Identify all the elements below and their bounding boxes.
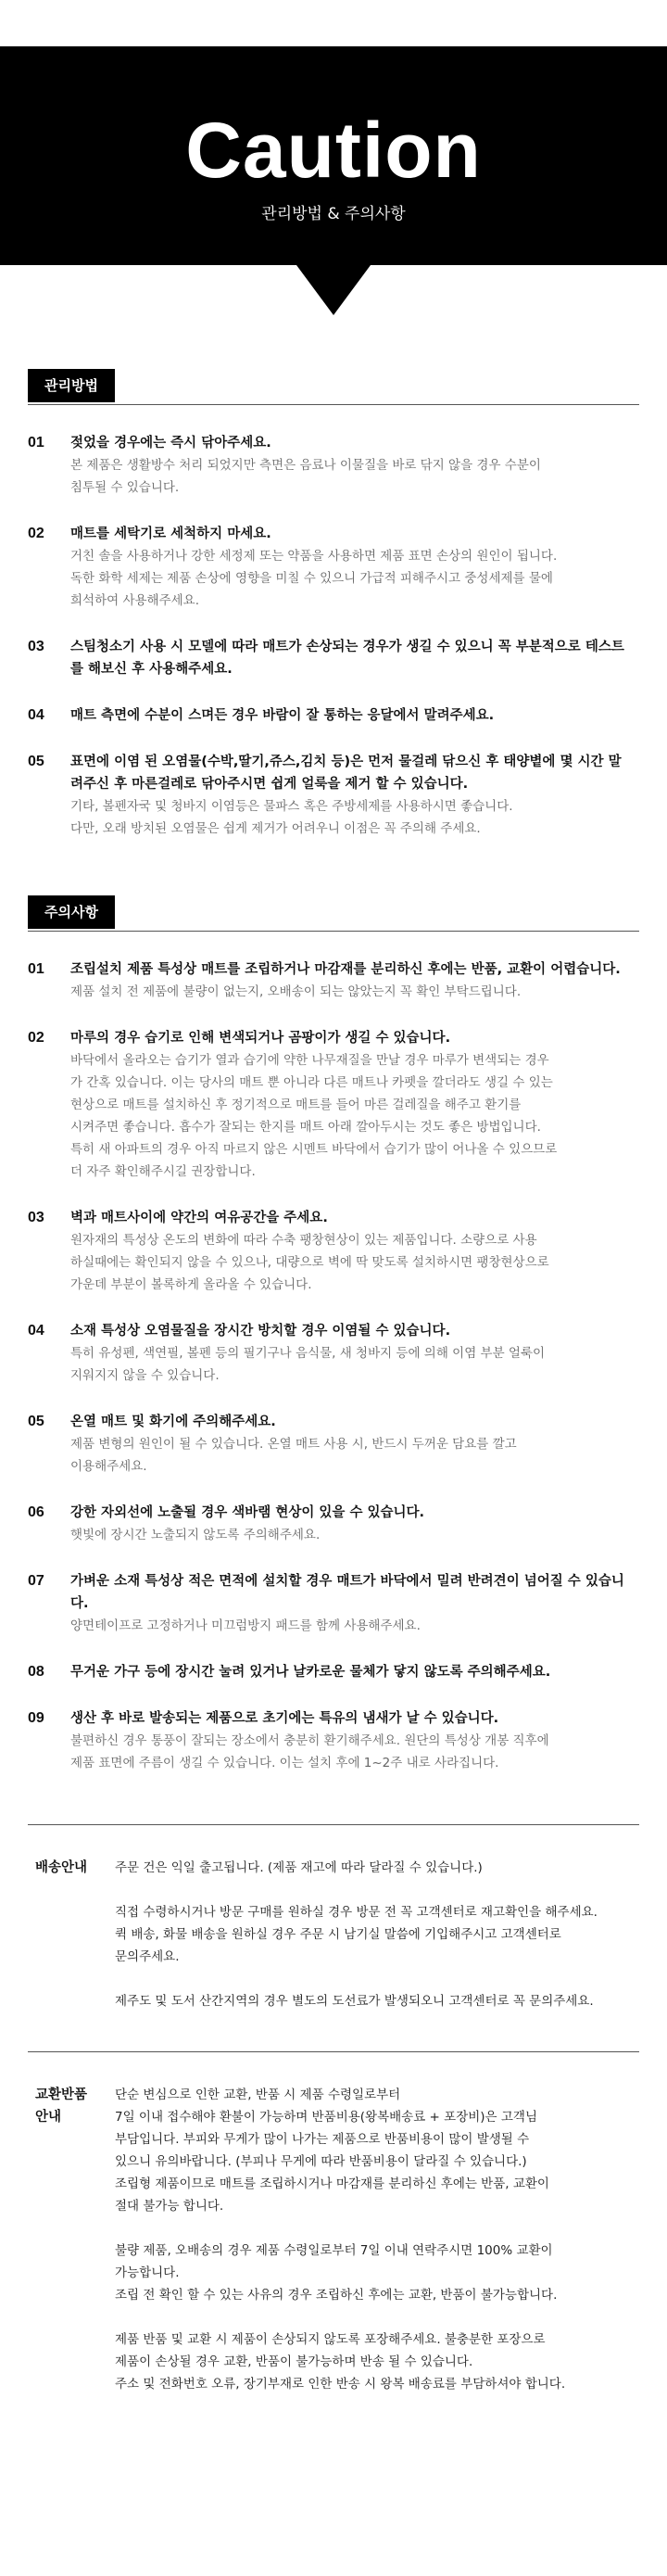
item-description-line: 햇빛에 장시간 노출되지 않도록 주의해주세요.: [70, 1528, 321, 1542]
info-line: 주소 및 전화번호 오류, 장기부재로 인한 반송 시 왕복 배송료를 부담하셔야 합니다.: [115, 2377, 566, 2392]
item-number: 06: [28, 1504, 44, 1520]
list-item: [28, 1320, 639, 1387]
shipping-label: 배송안내: [35, 1860, 88, 1875]
list-item: [28, 1502, 639, 1546]
item-body: [56, 1320, 639, 1387]
item-number: 02: [28, 526, 44, 541]
item-title: 표면에 이염 된 오염물(수박,딸기,쥬스,김치 등)은 먼저 물걸레 닦으신 후 태양볕에 몇 시간 말려주신 후 마른걸레로 닦아주시면 쉽게 얼룩을 제거 할 수 있습니다.: [70, 755, 622, 792]
exchange-section: [28, 2051, 639, 2417]
item-description-line: 본 제품은 생활방수 처리 되었지만 측면은 음료나 이물질을 바로 닦지 않을 경우 수분이: [70, 458, 541, 473]
info-paragraph: [115, 2329, 630, 2395]
item-body: [56, 1570, 639, 1637]
item-description-line: 기타, 볼펜자국 및 청바지 이염등은 물파스 혹은 주방세제를 사용하시면 좋습니다.: [70, 799, 513, 814]
item-description-line: 독한 화학 세제는 제품 손상에 영향을 미칠 수 있으니 가급적 피해주시고 중성세제를 물에: [70, 571, 553, 586]
info-line: 제품 반품 및 교환 시 제품이 손상되지 않도록 포장해주세요. 불충분한 포장으로: [115, 2332, 546, 2347]
care-list: [28, 406, 639, 840]
item-title: 매트를 세탁기로 세척하지 마세요.: [70, 527, 271, 541]
item-number: 08: [28, 1664, 44, 1680]
info-paragraph: [115, 1990, 630, 2012]
shipping-section: [28, 1824, 639, 2035]
item-body: [56, 1502, 639, 1546]
list-item: [28, 523, 639, 612]
list-item: [28, 1411, 639, 1478]
list-item: [28, 704, 639, 727]
caution-section-label: 주의사항: [28, 895, 115, 929]
hero-title: Caution: [185, 107, 482, 194]
item-description-line: 하실때에는 확인되지 않을 수 있으나, 대량으로 벽에 딱 맞도록 설치하시면 팽창현상으로: [70, 1255, 549, 1270]
item-body: [56, 1207, 639, 1296]
info-line: 조립 전 확인 할 수 있는 사유의 경우 조립하신 후에는 교환, 반품이 불가능합니다.: [115, 2288, 558, 2303]
list-item: [28, 1570, 639, 1637]
item-description-line: 양면테이프로 고정하거나 미끄럼방지 패드를 함께 사용해주세요.: [70, 1618, 421, 1633]
item-description-line: 특히 새 아파트의 경우 아직 마르지 않은 시멘트 바닥에서 습기가 많이 어나올 수 있으므로: [70, 1142, 558, 1157]
list-item: [28, 958, 639, 1003]
info-line: 퀵 배송, 화물 배송을 원하실 경우 주문 시 남기실 말씀에 기입해주시고 고객센터로: [115, 1927, 561, 1942]
info-line: 7일 이내 접수해야 환불이 가능하며 반품비용(왕복배송료 + 포장비)은 고객님: [115, 2110, 537, 2125]
item-title: 가벼운 소재 특성상 적은 면적에 설치할 경우 매트가 바닥에서 밀려 반려견이 넘어질 수 있습니다.: [70, 1574, 624, 1611]
item-description-line: 다만, 오래 방치된 오염물은 쉽게 제거가 어려우니 이점은 꼭 주의해 주세요.: [70, 821, 481, 836]
item-title: 소재 특성상 오염물질을 장시간 방치할 경우 이염될 수 있습니다.: [70, 1324, 451, 1339]
item-description-line: 지워지지 않을 수 있습니다.: [70, 1368, 220, 1383]
item-number: 03: [28, 639, 44, 654]
item-description-line: 이용해주세요.: [70, 1459, 147, 1474]
exchange-content: [115, 2084, 639, 2417]
section-divider: [28, 931, 639, 932]
item-body: [56, 1661, 639, 1683]
info-line: 문의주세요.: [115, 1949, 180, 1964]
shipping-content: [115, 1857, 639, 2035]
item-body: [56, 704, 639, 727]
info-line: 주문 건은 익일 출고됩니다. (제품 재고에 따라 달라질 수 있습니다.): [115, 1860, 483, 1875]
item-body: [56, 751, 639, 840]
item-number: 01: [28, 961, 44, 977]
list-item: [28, 751, 639, 840]
item-description-line: 제품 설치 전 제품에 불량이 없는지, 오배송이 되는 않았는지 꼭 확인 부탁드립니다.: [70, 984, 522, 999]
care-section-header: [28, 369, 639, 406]
item-number: 09: [28, 1710, 44, 1726]
item-body: [56, 1411, 639, 1478]
item-description-line: 불편하신 경우 통풍이 잘되는 장소에서 충분히 환기해주세요. 원단의 특성상 개봉 직후에: [70, 1733, 549, 1748]
exchange-label-line: 교환반품: [35, 2087, 88, 2102]
item-body: [56, 1707, 639, 1774]
item-body: [56, 523, 639, 612]
info-line: 부담입니다. 부피와 무게가 많이 나가는 제품으로 반품비용이 많이 발생될 수: [115, 2132, 530, 2147]
info-line: 조립형 제품이므로 매트를 조립하시거나 마감재를 분리하신 후에는 반품, 교환이: [115, 2176, 549, 2191]
item-description-line: 현상으로 매트를 설치하신 후 정기적으로 매트를 들어 마른 걸레질을 해주고 환기를: [70, 1098, 522, 1112]
exchange-row: [28, 2052, 639, 2417]
item-title: 조립설치 제품 특성상 매트를 조립하거나 마감재를 분리하신 후에는 반품, 교환이 어렵습니다.: [70, 962, 621, 977]
item-description-line: 거친 솔을 사용하거나 강한 세정제 또는 약품을 사용하면 제품 표면 손상의 원인이 됩니다.: [70, 549, 558, 564]
list-item: [28, 432, 639, 499]
item-number: 02: [28, 1030, 44, 1046]
care-section-label: 관리방법: [28, 369, 115, 402]
item-description-line: 바닥에서 올라오는 습기가 열과 습기에 약한 나무재질을 만날 경우 마루가 변색되는 경우: [70, 1053, 549, 1068]
exchange-label-line: 안내: [35, 2110, 62, 2125]
item-description-line: 더 자주 확인해주시길 권장합니다.: [70, 1164, 256, 1179]
item-number: 01: [28, 435, 44, 450]
item-description-line: 희석하여 사용해주세요.: [70, 593, 199, 608]
item-title: 젖었을 경우에는 즉시 닦아주세요.: [70, 436, 271, 450]
hero-banner: [0, 46, 667, 315]
item-body: [56, 958, 639, 1003]
care-section: [28, 369, 639, 840]
list-item: [28, 1027, 639, 1183]
item-title: 무거운 가구 등에 장시간 눌려 있거나 날카로운 물체가 닿지 않도록 주의해주세요.: [70, 1665, 551, 1680]
caution-list: [28, 933, 639, 1774]
list-item: [28, 1207, 639, 1296]
item-number: 05: [28, 1414, 44, 1429]
item-title: 스팀청소기 사용 시 모델에 따라 매트가 손상되는 경우가 생길 수 있으니 꼭 부분적으로 테스트를 해보신 후 사용해주세요.: [70, 640, 624, 677]
info-line: 제주도 및 도서 산간지역의 경우 별도의 도선료가 발생되오니 고객센터로 꼭 문의주세요.: [115, 1994, 594, 2009]
section-divider: [28, 404, 639, 405]
exchange-label: [28, 2084, 115, 2417]
info-line: 있으니 유의바랍니다. (부피나 무게에 따라 반품비용이 달라질 수 있습니다.): [115, 2154, 527, 2169]
info-line: 단순 변심으로 인한 교환, 반품 시 제품 수령일로부터: [115, 2087, 401, 2102]
item-description-line: 제품 표면에 주름이 생길 수 있습니다. 이는 설치 후에 1~2주 내로 사라집니다.: [70, 1756, 499, 1770]
item-description-line: 제품 변형의 원인이 될 수 있습니다. 온열 매트 사용 시, 반드시 두꺼운 담요를 깔고: [70, 1437, 517, 1452]
info-paragraph: [115, 2084, 630, 2217]
item-title: 온열 매트 및 화기에 주의해주세요.: [70, 1415, 276, 1429]
info-line: 불량 제품, 오배송의 경우 제품 수령일로부터 7일 이내 연락주시면 100% 교환이: [115, 2243, 553, 2258]
hero-subtitle: 관리방법 & 주의사항: [261, 205, 406, 223]
item-description-line: 가 간혹 있습니다. 이는 당사의 매트 뿐 아니라 다른 매트나 카펫을 깔더라도 생길 수 있는: [70, 1075, 553, 1090]
info-line: 가능합니다.: [115, 2265, 180, 2280]
caution-section: [28, 895, 639, 1774]
item-title: 마루의 경우 습기로 인해 변색되거나 곰팡이가 생길 수 있습니다.: [70, 1031, 451, 1046]
item-description-line: 가운데 부분이 볼록하게 올라올 수 있습니다.: [70, 1277, 312, 1292]
item-number: 05: [28, 754, 44, 769]
item-title: 매트 측면에 수분이 스며든 경우 바람이 잘 통하는 응달에서 말려주세요.: [70, 708, 495, 723]
item-description-line: 원자재의 특성상 온도의 변화에 따라 수축 팽창현상이 있는 제품입니다. 소량으로 사용: [70, 1233, 537, 1248]
item-title: 벽과 매트사이에 약간의 여유공간을 주세요.: [70, 1211, 328, 1225]
item-number: 07: [28, 1573, 44, 1589]
info-paragraph: [115, 1857, 630, 1879]
shipping-row: [28, 1825, 639, 2035]
hero-arrow-shape: [296, 265, 371, 315]
item-number: 04: [28, 707, 44, 723]
list-item: [28, 1661, 639, 1683]
item-body: [56, 636, 639, 680]
item-description-line: 시켜주면 좋습니다. 흡수가 잘되는 한지를 매트 아래 깔아두시는 것도 좋은 방법입니다.: [70, 1120, 541, 1135]
item-description-line: 침투될 수 있습니다.: [70, 480, 180, 495]
info-paragraph: [115, 1901, 630, 1968]
item-body: [56, 432, 639, 499]
list-item: [28, 636, 639, 680]
caution-section-header: [28, 895, 639, 933]
info-line: 제품이 손상될 경우 교환, 반품이 불가능하며 반송 될 수 있습니다.: [115, 2354, 473, 2369]
info-line: 절대 불가능 합니다.: [115, 2199, 224, 2214]
item-title: 강한 자외선에 노출될 경우 색바램 현상이 있을 수 있습니다.: [70, 1505, 425, 1520]
info-paragraph: [115, 2240, 630, 2306]
item-description-line: 특히 유성펜, 색연필, 볼펜 등의 필기구나 음식물, 새 청바지 등에 의해 이염 부분 얼룩이: [70, 1346, 546, 1361]
item-number: 03: [28, 1210, 44, 1225]
list-item: [28, 1707, 639, 1774]
item-number: 04: [28, 1323, 44, 1339]
item-title: 생산 후 바로 발송되는 제품으로 초기에는 특유의 냄새가 날 수 있습니다.: [70, 1711, 499, 1726]
item-body: [56, 1027, 639, 1183]
info-line: 직접 수령하시거나 방문 구매를 원하실 경우 방문 전 꼭 고객센터로 재고확인을 해주세요.: [115, 1905, 598, 1920]
